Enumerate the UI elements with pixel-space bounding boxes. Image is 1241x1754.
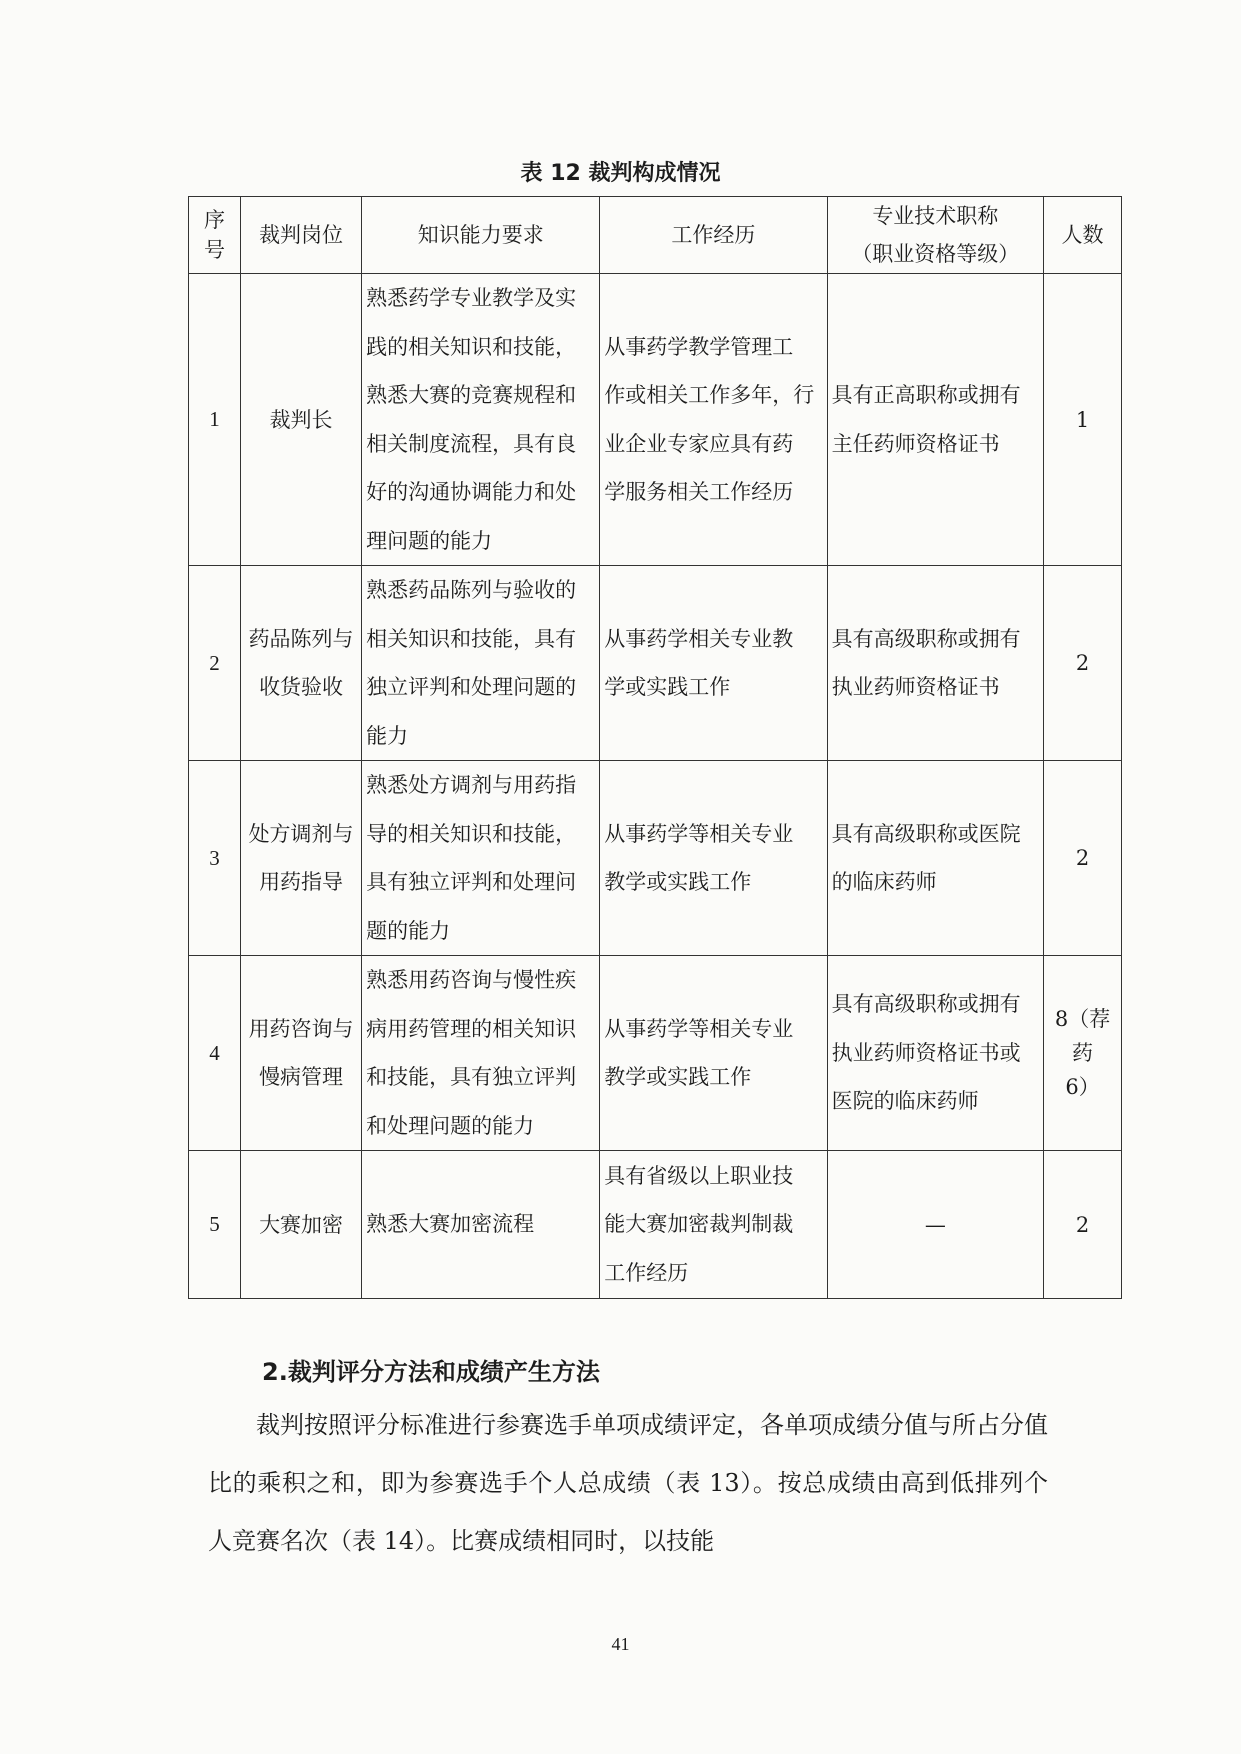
row-seq: 2 <box>189 566 241 761</box>
header-count: 人数 <box>1044 197 1122 274</box>
row-count: 1 <box>1044 274 1122 566</box>
table-row <box>189 956 1122 1151</box>
section-heading: 2.裁判评分方法和成绩产生方法 <box>262 1358 600 1386</box>
row-seq: 3 <box>189 761 241 956</box>
header-knowledge: 知识能力要求 <box>362 197 600 274</box>
row-knowledge: 熟悉大赛加密流程 <box>362 1151 600 1299</box>
table-header-row <box>189 197 1122 274</box>
page-number: 41 <box>611 1634 630 1654</box>
row-knowledge: 熟悉药学专业教学及实 践的相关知识和技能， 熟悉大赛的竞赛规程和 相关制度流程，具有良 好的沟通协调能力和处 理问题的能力 <box>362 274 600 566</box>
row-experience: 从事药学教学管理工 作或相关工作多年，行 业企业专家应具有药 学服务相关工作经历 <box>600 274 827 566</box>
row-knowledge: 熟悉药品陈列与验收的 相关知识和技能，具有 独立评判和处理问题的 能力 <box>362 566 600 761</box>
row-count: 2 <box>1044 761 1122 956</box>
row-count: 2 <box>1044 566 1122 761</box>
row-experience: 从事药学相关专业教 学或实践工作 <box>600 566 827 761</box>
row-seq: 5 <box>189 1151 241 1299</box>
table-row <box>189 761 1122 956</box>
table-row <box>189 566 1122 761</box>
header-experience: 工作经历 <box>600 197 827 274</box>
row-title: — <box>827 1151 1043 1299</box>
row-post: 处方调剂与 用药指导 <box>240 761 361 956</box>
row-post: 裁判长 <box>240 274 361 566</box>
row-title: 具有高级职称或医院 的临床药师 <box>827 761 1043 956</box>
table-row <box>189 274 1122 566</box>
row-seq: 1 <box>189 274 241 566</box>
header-seq: 序 号 <box>189 197 241 274</box>
row-post: 用药咨询与 慢病管理 <box>240 956 361 1151</box>
row-experience: 从事药学等相关专业 教学或实践工作 <box>600 956 827 1151</box>
row-post: 药品陈列与 收货验收 <box>240 566 361 761</box>
table-row <box>189 1151 1122 1299</box>
header-post: 裁判岗位 <box>240 197 361 274</box>
row-title: 具有高级职称或拥有 执业药师资格证书 <box>827 566 1043 761</box>
row-title: 具有正高职称或拥有 主任药师资格证书 <box>827 274 1043 566</box>
row-experience: 从事药学等相关专业 教学或实践工作 <box>600 761 827 956</box>
row-post: 大赛加密 <box>240 1151 361 1299</box>
row-seq: 4 <box>189 956 241 1151</box>
row-knowledge: 熟悉用药咨询与慢性疾 病用药管理的相关知识 和技能，具有独立评判 和处理问题的能力 <box>362 956 600 1151</box>
judge-composition-table <box>188 196 1122 1299</box>
row-title: 具有高级职称或拥有 执业药师资格证书或 医院的临床药师 <box>827 956 1043 1151</box>
row-count: 8（荐药 6） <box>1044 956 1122 1151</box>
row-count: 2 <box>1044 1151 1122 1299</box>
body-paragraph: 裁判按照评分标准进行参赛选手单项成绩评定，各单项成绩分值与所占分值比的乘积之和，即为参赛选手个人总成绩（表 13）。按总成绩由高到低排列个人竞赛名次（表 14）。比赛成绩相同时，以技能 <box>208 1411 1048 1555</box>
header-title: 专业技术职称 （职业资格等级） <box>827 197 1043 274</box>
row-experience: 具有省级以上职业技 能大赛加密裁判制裁 工作经历 <box>600 1151 827 1299</box>
table-caption: 表 12 裁判构成情况 <box>520 161 721 186</box>
row-knowledge: 熟悉处方调剂与用药指 导的相关知识和技能， 具有独立评判和处理问 题的能力 <box>362 761 600 956</box>
